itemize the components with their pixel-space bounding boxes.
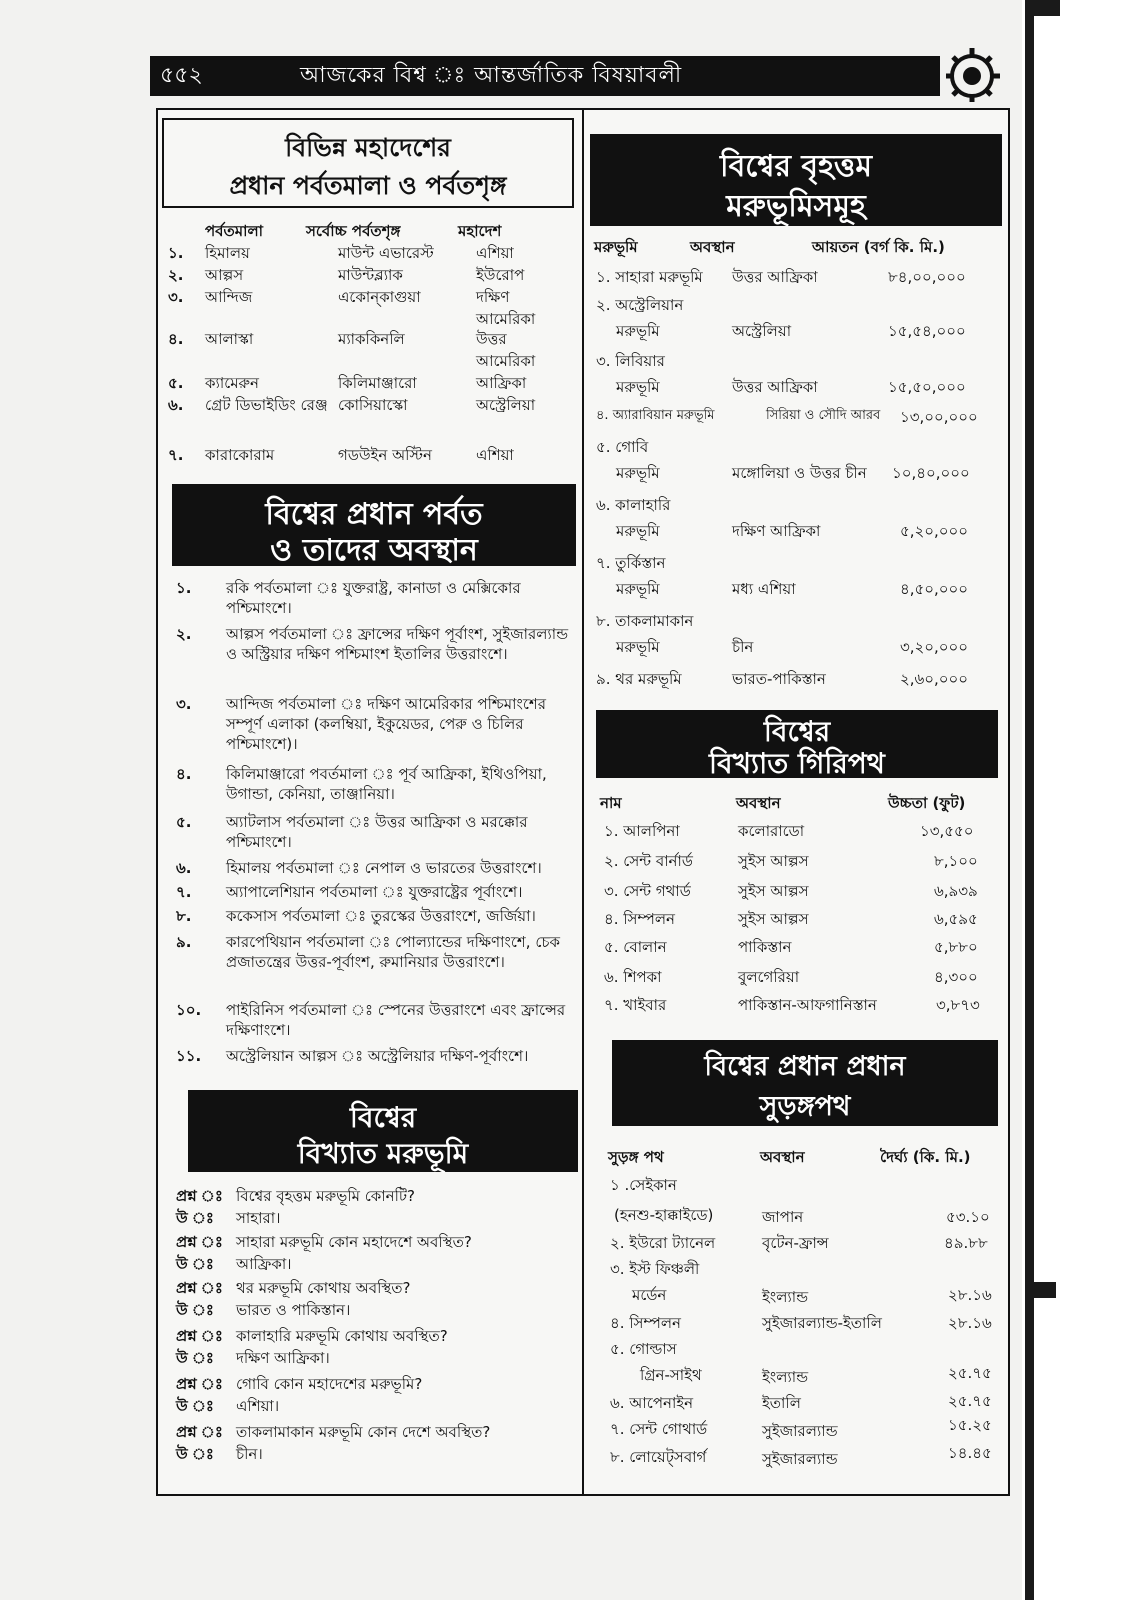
pass-location-cell: কলোরাডো — [738, 822, 805, 840]
answer-text: ভারত ও পাকিস্তান। — [236, 1301, 351, 1319]
area-cell: ২,৬০,০০০ — [900, 670, 969, 688]
question-text: সাহারা মরুভূমি কোন মহাদেশে অবস্থিত? — [236, 1233, 472, 1251]
mountains-title-line2: প্রধান পর্বতমালা ও পর্বতশৃঙ্গ — [229, 171, 507, 200]
pass-name-cell: ৫. বোলান — [604, 938, 667, 956]
col-header-peak: সর্বোচ্চ পর্বতশৃঙ্গ — [306, 222, 401, 240]
desert-name-cell-line2: মরুভূমি — [616, 464, 660, 482]
area-cell: ১৩,০০,০০০ — [900, 408, 978, 426]
tunnel-location-cell: ইতালি — [762, 1394, 801, 1412]
list-item — [176, 906, 581, 926]
row-number: ৪. — [168, 330, 184, 348]
pass-location-cell: পাকিস্তান-আফগানিস্তান — [738, 996, 877, 1014]
tunnel-location-cell: সুইজারল্যান্ড — [762, 1450, 838, 1468]
location-cell: দক্ষিণ আফ্রিকা — [732, 522, 821, 540]
famous-deserts-title — [188, 1090, 578, 1172]
pass-name-cell: ৪. সিম্পলন — [604, 910, 675, 928]
pass-height-cell: ৩,৮৭৩ — [936, 996, 980, 1014]
question-label: প্রশ্ন ঃ — [176, 1279, 223, 1297]
continent-cell: উত্তর আমেরিকা — [476, 330, 536, 370]
question-label: প্রশ্ন ঃ — [176, 1375, 223, 1393]
pass-height-cell: ৫,৮৮০ — [934, 938, 978, 956]
peak-cell: একোন্কাগুয়া — [338, 288, 421, 306]
continent-cell: এশিয়া — [476, 446, 514, 464]
item-text: কিলিমাঞ্জারো পবর্তমালা ঃ পূর্ব আফ্রিকা, ইথিওপিয়া, উগান্ডা, কেনিয়া, তাঞ্জানিয়া। — [226, 765, 547, 803]
col-header-pass-name: নাম — [600, 794, 622, 812]
location-cell: মঙ্গোলিয়া ও উত্তর চীন — [732, 464, 867, 482]
row-number: ২. — [168, 266, 184, 284]
col-header-range: পর্বতমালা — [205, 222, 263, 240]
tunnel-length-cell: ৪৯.৮৮ — [944, 1234, 988, 1252]
pass-height-cell: ১৩,৫৫০ — [920, 822, 974, 840]
desert-name-cell: ৮. তাকলামাকান — [596, 612, 694, 630]
tunnel-location-cell: জাপান — [762, 1208, 804, 1226]
pass-location-cell: সুইস আল্পস — [738, 910, 809, 928]
tunnel-name-cell-line2: গ্রিন-সাইথ — [640, 1366, 702, 1384]
col-header-area: আয়তন (বর্গ কি. মি.) — [812, 238, 945, 256]
binding-strip — [1025, 0, 1034, 1600]
desert-name-cell-line2: মরুভূমি — [616, 322, 660, 340]
page-edge — [1022, 0, 1134, 1600]
item-text: অ্যাটলাস পর্বতমালা ঃ উত্তর আফ্রিকা ও মরক্কোর পশ্চিমাংশে। — [226, 813, 528, 851]
area-cell: ১৫,৫৪,০০০ — [888, 322, 966, 340]
tunnels-title-line1: বিশ্বের প্রধান প্রধান — [704, 1051, 906, 1082]
tunnel-location-cell: ইংল্যান্ড — [762, 1288, 809, 1306]
list-item — [176, 694, 581, 754]
question-text: বিশ্বের বৃহত্তম মরুভূমি কোনটি? — [236, 1187, 416, 1205]
mountains-title-line1: বিভিন্ন মহাদেশের — [285, 133, 451, 162]
tunnel-name-cell: ৬. আপেনাইন — [610, 1394, 694, 1412]
tunnel-name-cell-line2: মর্ডেন — [632, 1286, 667, 1304]
tunnel-location-cell: সুইজারল্যান্ড-ইতালি — [762, 1314, 882, 1332]
item-text: হিমালয় পর্বতমালা ঃ নেপাল ও ভারতের উত্তরাংশে। — [226, 859, 542, 877]
answer-label: উ ঃ — [176, 1445, 214, 1463]
list-item — [176, 932, 581, 992]
list-item — [176, 1000, 581, 1040]
gear-emblem-icon — [942, 44, 1002, 104]
list-item — [176, 624, 581, 684]
tunnel-name-cell: ৭. সেন্ট গোথার্ড — [610, 1420, 708, 1438]
pass-height-cell: ৮,১০০ — [934, 852, 978, 870]
item-text: ককেসাস পর্বতমালা ঃ তুরস্কের উত্তরাংশে, জর্জিয়া। — [226, 907, 536, 925]
peak-cell: মাউন্ট এভারেস্ট — [338, 244, 434, 262]
pass-name-cell: ২. সেন্ট বার্নার্ড — [604, 852, 693, 870]
desert-name-cell: ৬. কালাহারি — [596, 496, 671, 514]
tunnel-length-cell: ২৫.৭৫ — [948, 1392, 992, 1410]
question-text: তাকলামাকান মরুভূমি কোন দেশে অবস্থিত? — [236, 1423, 491, 1441]
continent-cell: অস্ট্রেলিয়া — [476, 396, 536, 414]
tunnel-length-cell: ২৮.১৬ — [948, 1286, 992, 1304]
area-cell: ৩,২০,০০০ — [900, 638, 969, 656]
range-cell: আল্পস — [205, 266, 244, 284]
continent-cell: ইউরোপ — [476, 266, 525, 284]
major-mountains-title-line2: ও তাদের অবস্থান — [270, 533, 478, 568]
row-number: ৭. — [168, 446, 184, 464]
item-number: ৫. — [176, 813, 192, 831]
item-number: ৪. — [176, 765, 192, 783]
tunnel-length-cell: ১৫.২৫ — [948, 1416, 992, 1434]
desert-name-cell-line2: মরুভূমি — [616, 580, 660, 598]
tunnels-title-line2: সুড়ঙ্গপথ — [759, 1091, 851, 1122]
running-header — [150, 56, 940, 96]
tunnel-length-cell: ২৮.১৬ — [948, 1314, 992, 1332]
largest-deserts-title-line1: বিশ্বের বৃহত্তম — [720, 149, 872, 184]
desert-name-cell: ৫. গোবি — [596, 438, 649, 456]
major-mountains-title — [172, 484, 576, 566]
desert-name-cell: ৯. থর মরুভূমি — [596, 670, 682, 688]
pass-height-cell: ৬,৫৯৫ — [934, 910, 978, 928]
pass-name-cell: ৭. খাইবার — [604, 996, 667, 1014]
location-cell: সিরিয়া ও সৌদি আরব — [766, 408, 881, 423]
peak-cell: ম্যাককিনলি — [338, 330, 405, 348]
item-text: অ্যাপালেশিয়ান পর্বতমালা ঃ যুক্তরাষ্ট্রের পূর্বাংশে। — [226, 883, 523, 901]
answer-text: দক্ষিণ আফ্রিকা। — [236, 1349, 330, 1367]
tunnel-name-cell: ১ .সেইকান — [610, 1176, 677, 1194]
location-cell: চীন — [732, 638, 754, 656]
tunnel-length-cell: ২৫.৭৫ — [948, 1364, 992, 1382]
list-item — [176, 858, 581, 878]
largest-deserts-title-line2: মরুভূমিসমূহ — [726, 189, 866, 224]
answer-label: উ ঃ — [176, 1301, 214, 1319]
range-cell: আন্দিজ — [205, 288, 253, 306]
answer-label: উ ঃ — [176, 1397, 214, 1415]
answer-text: চীন। — [236, 1445, 263, 1463]
range-cell: কারাকোরাম — [205, 446, 275, 464]
item-number: ১০. — [176, 1001, 202, 1019]
item-text: কারপেথিয়ান পর্বতমালা ঃ পোল্যান্ডের দক্ষিণাংশে, চেক প্রজাতন্ত্রের উত্তর-পূর্বাংশ, রুমানিয়ার উত্তরাংশে। — [226, 933, 561, 971]
tunnel-name-cell: ৪. সিম্পলন — [610, 1314, 681, 1332]
item-number: ৮. — [176, 907, 192, 925]
peak-cell: কিলিমাঞ্জারো — [338, 374, 417, 392]
famous-deserts-title-line1: বিশ্বের — [349, 1101, 417, 1134]
pass-location-cell: বুলগেরিয়া — [738, 968, 800, 986]
peak-cell: মাউন্টব্ল্যাক — [338, 266, 403, 284]
item-number: ১. — [176, 579, 192, 597]
pass-location-cell: সুইস আল্পস — [738, 852, 809, 870]
pass-name-cell: ৬. শিপকা — [604, 968, 662, 986]
binding-tab-top — [1030, 0, 1060, 16]
pass-name-cell: ৩. সেন্ট গথার্ড — [604, 882, 691, 900]
location-cell: ভারত-পাকিস্তান — [732, 670, 826, 688]
answer-text: আফ্রিকা। — [236, 1255, 292, 1273]
pass-location-cell: সুইস আল্পস — [738, 882, 809, 900]
area-cell: ৫,২০,০০০ — [900, 522, 969, 540]
passes-title — [596, 710, 998, 778]
question-label: প্রশ্ন ঃ — [176, 1327, 223, 1345]
question-label: প্রশ্ন ঃ — [176, 1423, 223, 1441]
tunnel-location-cell: ইংল্যান্ড — [762, 1368, 809, 1386]
list-item — [176, 882, 581, 902]
answer-label: উ ঃ — [176, 1349, 214, 1367]
area-cell: ১৫,৫০,০০০ — [888, 378, 966, 396]
desert-name-cell-line2: মরুভূমি — [616, 522, 660, 540]
desert-name-cell: ১. সাহারা মরুভূমি — [596, 268, 703, 286]
question-label: প্রশ্ন ঃ — [176, 1233, 223, 1251]
col-header-pass-location: অবস্থান — [736, 794, 781, 812]
major-mountains-title-line1: বিশ্বের প্রধান পর্বত — [265, 497, 483, 532]
peak-cell: গডউইন অস্টিন — [338, 446, 432, 464]
range-cell: ক্যামেরুন — [205, 374, 260, 392]
book-title: আজকের বিশ্ব ঃ আন্তর্জাতিক বিষয়াবলী — [300, 63, 683, 88]
tunnel-name-cell: ৮. লোয়েট্সবার্গ — [610, 1448, 707, 1466]
desert-name-cell-line2: মরুভূমি — [616, 378, 660, 396]
question-label: প্রশ্ন ঃ — [176, 1187, 223, 1205]
question-text: থর মরুভূমি কোথায় অবস্থিত? — [236, 1279, 411, 1297]
tunnel-name-cell: ৩. ইস্ট ফিঞ্চলী — [610, 1260, 700, 1278]
col-header-tunnel-location: অবস্থান — [760, 1148, 805, 1166]
continent-cell: এশিয়া — [476, 244, 514, 262]
tunnel-name-cell: ৫. গোল্ডাস — [610, 1340, 677, 1358]
answer-label: উ ঃ — [176, 1255, 214, 1273]
item-number: ৭. — [176, 883, 192, 901]
desert-name-cell: ২. অস্ট্রেলিয়ান — [596, 296, 684, 314]
col-header-tunnel-length: দৈর্ঘ্য (কি. মি.) — [880, 1148, 971, 1166]
desert-name-cell-line2: মরুভূমি — [616, 638, 660, 656]
item-text: অস্ট্রেলিয়ান আল্পস ঃ অস্ট্রেলিয়ার দক্ষিণ-পূর্বাংশে। — [226, 1047, 529, 1065]
tunnel-name-cell: ২. ইউরো ট্যানেল — [610, 1234, 716, 1252]
location-cell: উত্তর আফ্রিকা — [732, 268, 818, 286]
desert-name-cell: ৭. তুর্কিস্তান — [596, 554, 666, 572]
passes-title-line1: বিশ্বের — [763, 715, 831, 748]
famous-deserts-title-line2: বিখ্যাত মরুভূমি — [297, 1137, 469, 1170]
list-item — [176, 764, 581, 804]
pass-location-cell: পাকিস্তান — [738, 938, 792, 956]
item-text: রকি পর্বতমালা ঃ যুক্তরাষ্ট্র, কানাডা ও মেক্সিকোর পশ্চিমাংশে। — [226, 579, 521, 617]
binding-tab-bottom — [1030, 1282, 1056, 1298]
col-header-pass-height: উচ্চতা (ফুট) — [888, 794, 966, 812]
list-item — [176, 578, 581, 618]
answer-text: সাহারা। — [236, 1209, 281, 1227]
largest-deserts-title — [590, 134, 1002, 226]
area-cell: ১০,৪০,০০০ — [892, 464, 970, 482]
question-text: গোবি কোন মহাদেশের মরুভূমি? — [236, 1375, 423, 1393]
tunnel-length-cell: ১৪.৪৫ — [948, 1444, 992, 1462]
pass-name-cell: ১. আলপিনা — [604, 822, 680, 840]
col-header-tunnel: সুড়ঙ্গ পথ — [608, 1148, 664, 1166]
continent-cell: দক্ষিণ আমেরিকা — [476, 288, 536, 328]
col-header-continent: মহাদেশ — [458, 222, 502, 240]
item-text: পাইরিনিস পর্বতমালা ঃ স্পেনের উত্তরাংশে এবং ফ্রান্সের দক্ষিণাংশে। — [226, 1001, 566, 1039]
col-header-desert: মরুভূমি — [594, 238, 638, 256]
tunnel-location-cell: সুইজারল্যান্ড — [762, 1422, 838, 1440]
item-text: আল্পস পর্বতমালা ঃ ফ্রান্সের দক্ষিণ পূর্বাংশ, সুইজারল্যান্ড ও অস্ট্রিয়ার দক্ষিণ পশ্চিমাংশ ইতালির উত্তরাংশে। — [226, 625, 569, 663]
range-cell: গ্রেট ডিভাইডিং রেঞ্জ — [205, 396, 328, 414]
item-number: ১১. — [176, 1047, 202, 1065]
range-cell: হিমালয় — [205, 244, 250, 262]
col-header-location: অবস্থান — [690, 238, 735, 256]
list-item — [176, 1046, 581, 1066]
passes-title-line2: বিখ্যাত গিরিপথ — [709, 747, 885, 780]
row-number: ৫. — [168, 374, 184, 392]
tunnel-location-cell: বৃটেন-ফ্রান্স — [762, 1234, 829, 1252]
continent-cell: আফ্রিকা — [476, 374, 527, 392]
tunnels-title — [612, 1040, 998, 1126]
location-cell: উত্তর আফ্রিকা — [732, 378, 818, 396]
tunnel-length-cell: ৫৩.১০ — [946, 1208, 990, 1226]
peak-cell: কোসিয়াস্কো — [338, 396, 408, 414]
page-number: ৫৫২ — [160, 63, 203, 88]
location-cell: অস্ট্রেলিয়া — [732, 322, 792, 340]
row-number: ৩. — [168, 288, 184, 306]
item-number: ৩. — [176, 695, 192, 713]
item-number: ৯. — [176, 933, 192, 951]
answer-label: উ ঃ — [176, 1209, 214, 1227]
desert-name-cell: ৪. অ্যারাবিয়ান মরুভূমি — [596, 408, 715, 423]
pass-height-cell: ৪,৩০০ — [934, 968, 978, 986]
item-number: ২. — [176, 625, 192, 643]
item-text: আন্দিজ পর্বতমালা ঃ দক্ষিণ আমেরিকার পশ্চিমাংশের সম্পূর্ণ এলাকা (কলম্বিয়া, ইকুয়েডর, পেরু ও চিলির পশ্চিমাংশে)। — [226, 695, 547, 753]
tunnel-name-cell-line2: (হনশু-হাক্কাইডে) — [614, 1206, 714, 1224]
area-cell: ৪,৫০,০০০ — [900, 580, 969, 598]
desert-name-cell: ৩. লিবিয়ার — [596, 352, 665, 370]
area-cell: ৮৪,০০,০০০ — [888, 268, 966, 286]
range-cell: আলাস্কা — [205, 330, 254, 348]
pass-height-cell: ৬,৯৩৯ — [934, 882, 978, 900]
answer-text: এশিয়া। — [236, 1397, 280, 1415]
row-number: ৬. — [168, 396, 184, 414]
row-number: ১. — [168, 244, 184, 262]
question-text: কালাহারি মরুভূমি কোথায় অবস্থিত? — [236, 1327, 448, 1345]
mountains-title-box — [162, 118, 574, 208]
item-number: ৬. — [176, 859, 192, 877]
location-cell: মধ্য এশিয়া — [732, 580, 796, 598]
list-item — [176, 812, 581, 852]
